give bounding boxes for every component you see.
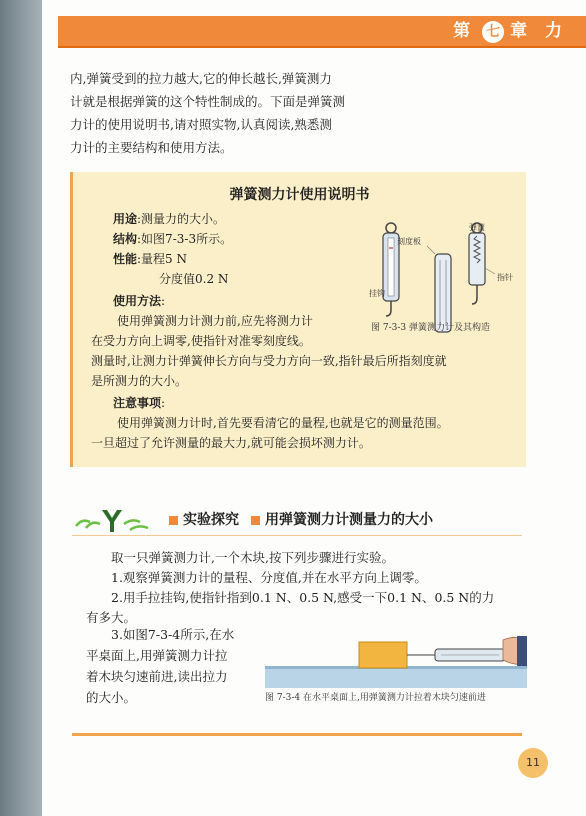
purpose-row	[113, 210, 225, 228]
experiment-steps	[86, 548, 526, 628]
label-pointer: 指针	[497, 273, 513, 282]
chapter-number-badge: 七	[482, 21, 504, 43]
notes-line: 使用弹簧测力计时,首先要看清它的量程,也就是它的测量范围。	[117, 416, 449, 430]
step3-line: 的大小。	[86, 690, 137, 705]
figure-caption-7-3-4: 图 7-3-4 在水平桌面上,用弹簧测力计拉着木块匀速前进	[265, 693, 486, 703]
label-spring: 弹簧	[469, 223, 485, 232]
pulling-block-illustration	[265, 620, 527, 690]
notes-label: 注意事项	[113, 396, 162, 410]
usage-line: 使用弹簧测力计测力前,应先将测力计	[117, 314, 313, 328]
intro-paragraph	[70, 67, 400, 159]
usage-colon: :	[161, 294, 166, 308]
usage-line: 在受力方向上调零,使指针对准零刻度线。	[91, 334, 311, 348]
step-line: 1.观察弹簧测力计的量程、分度值,并在水平方向上调零。	[111, 570, 427, 585]
intro-line: 力计的主要结构和使用方法。	[70, 140, 233, 155]
purpose-value: :测量力的大小。	[137, 212, 226, 226]
step3-line: 着木块匀速前进,读出拉力	[86, 669, 228, 684]
division-value: 分度值0.2 N	[159, 272, 229, 286]
structure-row	[113, 230, 232, 248]
chapter-prefix: 第	[453, 21, 477, 41]
intro-line: 计就是根据弹簧的这个特性制成的。下面是弹簧测	[70, 94, 346, 109]
book-spine	[0, 0, 42, 816]
experiment-title-row	[164, 506, 433, 534]
usage-line: 是所测力的大小。	[91, 374, 188, 388]
notes-heading	[113, 394, 165, 412]
purpose-label: 用途	[113, 212, 138, 226]
divider	[72, 535, 522, 536]
manual-box	[70, 172, 526, 467]
usage-heading	[113, 292, 165, 310]
page-number: 11	[518, 748, 548, 778]
step-line: 2.用手拉挂钩,使指针指到0.1 N、0.5 N,感受一下0.1 N、0.5 N的力	[111, 590, 495, 605]
step3-line: 平桌面上,用弹簧测力计拉	[86, 648, 228, 663]
step-line: 取一只弹簧测力计,一个木块,按下列步骤进行实验。	[111, 550, 394, 565]
usage-line: 测量时,让测力计弹簧伸长方向与受力方向一致,指针最后所指刻度就	[91, 354, 447, 368]
step-line: 有多大。	[86, 610, 137, 625]
structure-label: 结构	[113, 232, 138, 246]
chapter-title	[453, 16, 568, 46]
notes-colon: :	[161, 396, 166, 410]
intro-line: 内,弹簧受到的拉力越大,它的伸长越长,弹簧测力	[70, 71, 332, 86]
range-value: :量程5 N	[137, 252, 188, 266]
chapter-suffix: 章 力	[510, 21, 568, 41]
figure-caption-7-3-3: 图 7-3-3 弹簧测力计及其构造	[371, 323, 490, 333]
label-scale-plate: 刻度板	[397, 237, 421, 246]
spring-scale-right	[469, 223, 495, 304]
experiment-section-label: 实验探究	[183, 512, 239, 528]
label-hook: 挂钩	[369, 289, 385, 298]
structure-value: :如图7-3-3所示。	[137, 232, 233, 246]
experiment-title: 用弹簧测力计测量力的大小	[265, 512, 433, 528]
notes-line: 一旦超过了允许测量的最大力,就可能会损坏测力计。	[91, 436, 371, 450]
bottom-divider	[72, 733, 522, 736]
performance-label: 性能	[113, 252, 138, 266]
chapter-header	[58, 16, 586, 48]
bullet-square-icon	[169, 516, 178, 525]
experiment-heading	[72, 506, 522, 534]
performance-row	[113, 250, 187, 268]
manual-title: 弹簧测力计使用说明书	[229, 187, 370, 203]
leaf-y-icon	[72, 506, 152, 534]
usage-label: 使用方法	[113, 294, 162, 308]
bullet-square-icon	[251, 516, 260, 525]
step-3	[86, 624, 256, 708]
step3-line: 3.如图7-3-4所示,在水	[111, 627, 235, 642]
intro-line: 力计的使用说明书,请对照实物,认真阅读,熟悉测	[70, 117, 332, 132]
